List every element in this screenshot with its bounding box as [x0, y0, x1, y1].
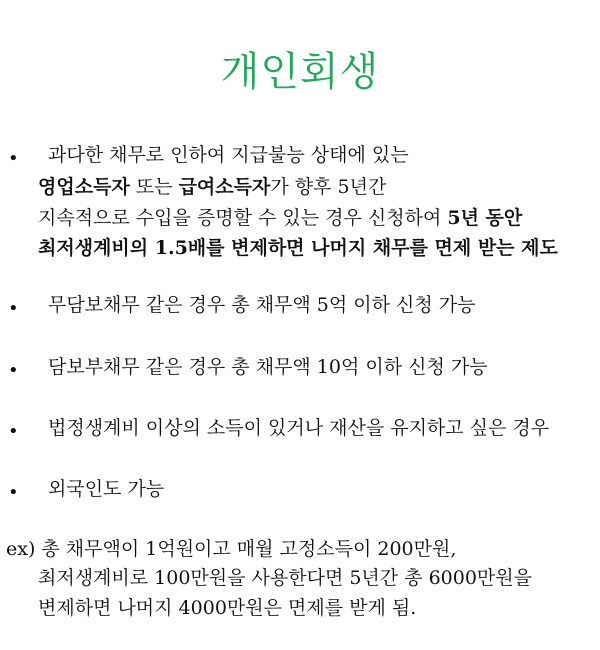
- section1-line2-rest: 가 향후 5년간: [270, 176, 387, 198]
- page-title: 개인회생: [220, 49, 380, 95]
- bullet-income-property: 법정생계비 이상의 소득이 있거나 재산을 유지하고 싶은 경우: [48, 417, 550, 439]
- section1-line2: [38, 178, 386, 197]
- bullet-marker: •: [8, 421, 19, 442]
- bullet-marker: •: [8, 298, 19, 319]
- five-years-highlight: 5년 동안: [447, 207, 523, 229]
- bullet-foreigners: 외국인도 가능: [48, 478, 165, 500]
- salary-income-earner: 급여소득자: [178, 176, 271, 198]
- bullet-unsecured-debt: 무담보채무 같은 경우 총 채무액 5억 이하 신청 가능: [48, 294, 476, 316]
- section1-line1: 과다한 채무로 인하여 지급불능 상태에 있는: [48, 144, 409, 166]
- bullet-secured-debt: 담보부채무 같은 경우 총 채무액 10억 이하 신청 가능: [48, 356, 488, 378]
- bullet-marker: •: [8, 148, 19, 169]
- business-income-earner: 영업소득자: [38, 176, 130, 198]
- section1-line2-mid: 또는: [129, 176, 179, 198]
- bullet-marker: •: [8, 360, 19, 381]
- section1-line3: [38, 209, 522, 228]
- bullet-marker: •: [8, 482, 19, 503]
- example-line2: 최저생계비로 100만원을 사용한다면 5년간 총 6000만원을: [38, 567, 532, 589]
- section1-line3-plain: 지속적으로 수입을 증명할 수 있는 경우 신청하여: [38, 207, 448, 229]
- example-line1: ex) 총 채무액이 1억원이고 매월 고정소득이 200만원,: [6, 538, 457, 560]
- example-line3: 변제하면 나머지 4000만원은 면제를 받게 됨.: [38, 597, 417, 619]
- section1-line4: 최저생계비의 1.5배를 변제하면 나머지 채무를 면제 받는 제도: [38, 237, 558, 259]
